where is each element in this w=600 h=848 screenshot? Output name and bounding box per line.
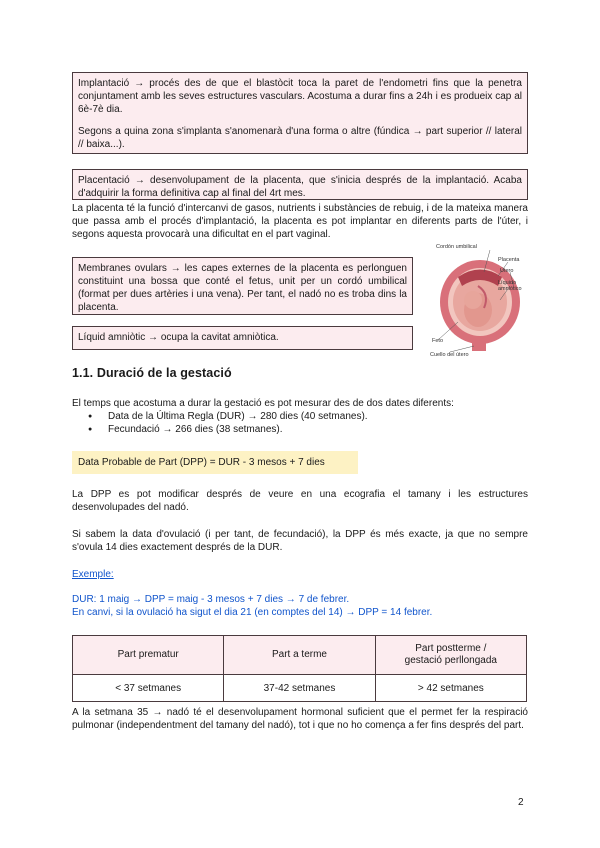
final-paragraph: A la setmana 35 → nadó té el desenvolupament hormonal suficient que el permet fer la respiració pulmonar (independentment del tamany del nadó), tot i que no ho comença a fer fins després del part. — [72, 707, 528, 731]
dpp-modification-paragraph: La DPP es pot modificar després de veure en una ecografia el tamany i les estructures desenvolupades del nadó. — [72, 489, 528, 513]
section-title: 1.1. Duració de la gestació — [72, 366, 232, 380]
label-liquido-amniotico: Líquido amniótico — [498, 280, 522, 292]
table-row — [73, 675, 527, 702]
liquid-definition: Líquid amniòtic → ocupa la cavitat amniòtica. — [78, 332, 279, 343]
placentacio-box — [72, 169, 528, 200]
membranes-definition: Membranes ovulars → les capes externes de la placenta es perlonguen constituint una bossa que conté el fetus, unit per un cordó umbilical (format per dues artèries i una vena). Per tant, el nadó no es troba dins la placenta. — [78, 263, 407, 313]
liquid-box — [72, 326, 413, 350]
example-line-2: En canvi, si la ovulació ha sigut el dia 21 (en comptes del 14) → DPP = 14 febrer. — [72, 607, 433, 618]
table-header: Part a terme — [224, 636, 375, 675]
placentacio-definition: Placentació → desenvolupament de la placenta, que s'inicia després de la implantació. Acaba d'adquirir la forma definitiva cap al final del 4rt mes. — [78, 175, 522, 199]
dates-list — [72, 410, 368, 436]
example-link[interactable]: Exemple: — [72, 569, 114, 580]
section-intro: El temps que acostuma a durar la gestació es pot mesurar des de dos dates diferents: — [72, 398, 454, 409]
table-cell: < 37 setmanes — [73, 675, 224, 702]
implantacio-zones: Segons a quina zona s'implanta s'anomenarà d'una forma o altre (fúndica → part superior // lateral // baixa...). — [78, 126, 522, 150]
list-item: ● Data de la Última Regla (DUR) → 280 dies (40 setmanes). — [72, 410, 368, 423]
membranes-box — [72, 257, 413, 315]
label-utero: Útero — [500, 268, 514, 274]
ovulation-paragraph: Si sabem la data d'ovulació (i per tant, de fecundació), la DPP és més exacte, ja que no sempre s'ovula 14 dies exactement després de la DUR. — [72, 529, 528, 553]
implantacio-box — [72, 72, 528, 154]
page-number: 2 — [518, 797, 524, 808]
label-placenta: Placenta — [498, 257, 520, 263]
table-header: Part prematur — [73, 636, 224, 675]
table-row — [73, 636, 527, 675]
table-header — [375, 636, 526, 675]
placenta-paragraph: La placenta té la funció d'intercanvi de gasos, nutrients i substàncies de rebuig, i de la mateixa manera que passa amb el procés d'implantació, la placenta es pot implantar en diferents parts de l'úter, i segons aquesta provocarà una dificultat en el part vaginal. — [72, 203, 528, 240]
label-feto: Feto — [432, 338, 444, 344]
list-item: ● Fecundació → 266 dies (38 setmanes). — [72, 423, 368, 436]
label-cuello-utero: Cuello del útero — [430, 352, 469, 358]
uterus-illustration — [428, 242, 528, 360]
example-line-1: DUR: 1 maig → DPP = maig - 3 mesos + 7 dies → 7 de febrer. — [72, 594, 350, 605]
label-cordo-umbilical: Cordón umbilical — [436, 244, 477, 250]
table-cell: > 42 setmanes — [375, 675, 526, 702]
table-cell: 37-42 setmanes — [224, 675, 375, 702]
header-text: Part postterme / gestació perllongada — [404, 643, 497, 666]
gestation-table — [72, 635, 527, 702]
implantacio-definition: Implantació → procés des de que el blastòcit toca la paret de l'endometri fins que la penetra conjuntament amb les seves estructures vasculars. Acostuma a durar fins a 24h i es produeix cap al 6è-7è dia. — [78, 78, 522, 115]
dpp-formula: Data Probable de Part (DPP) = DUR - 3 mesos + 7 dies — [72, 451, 358, 474]
